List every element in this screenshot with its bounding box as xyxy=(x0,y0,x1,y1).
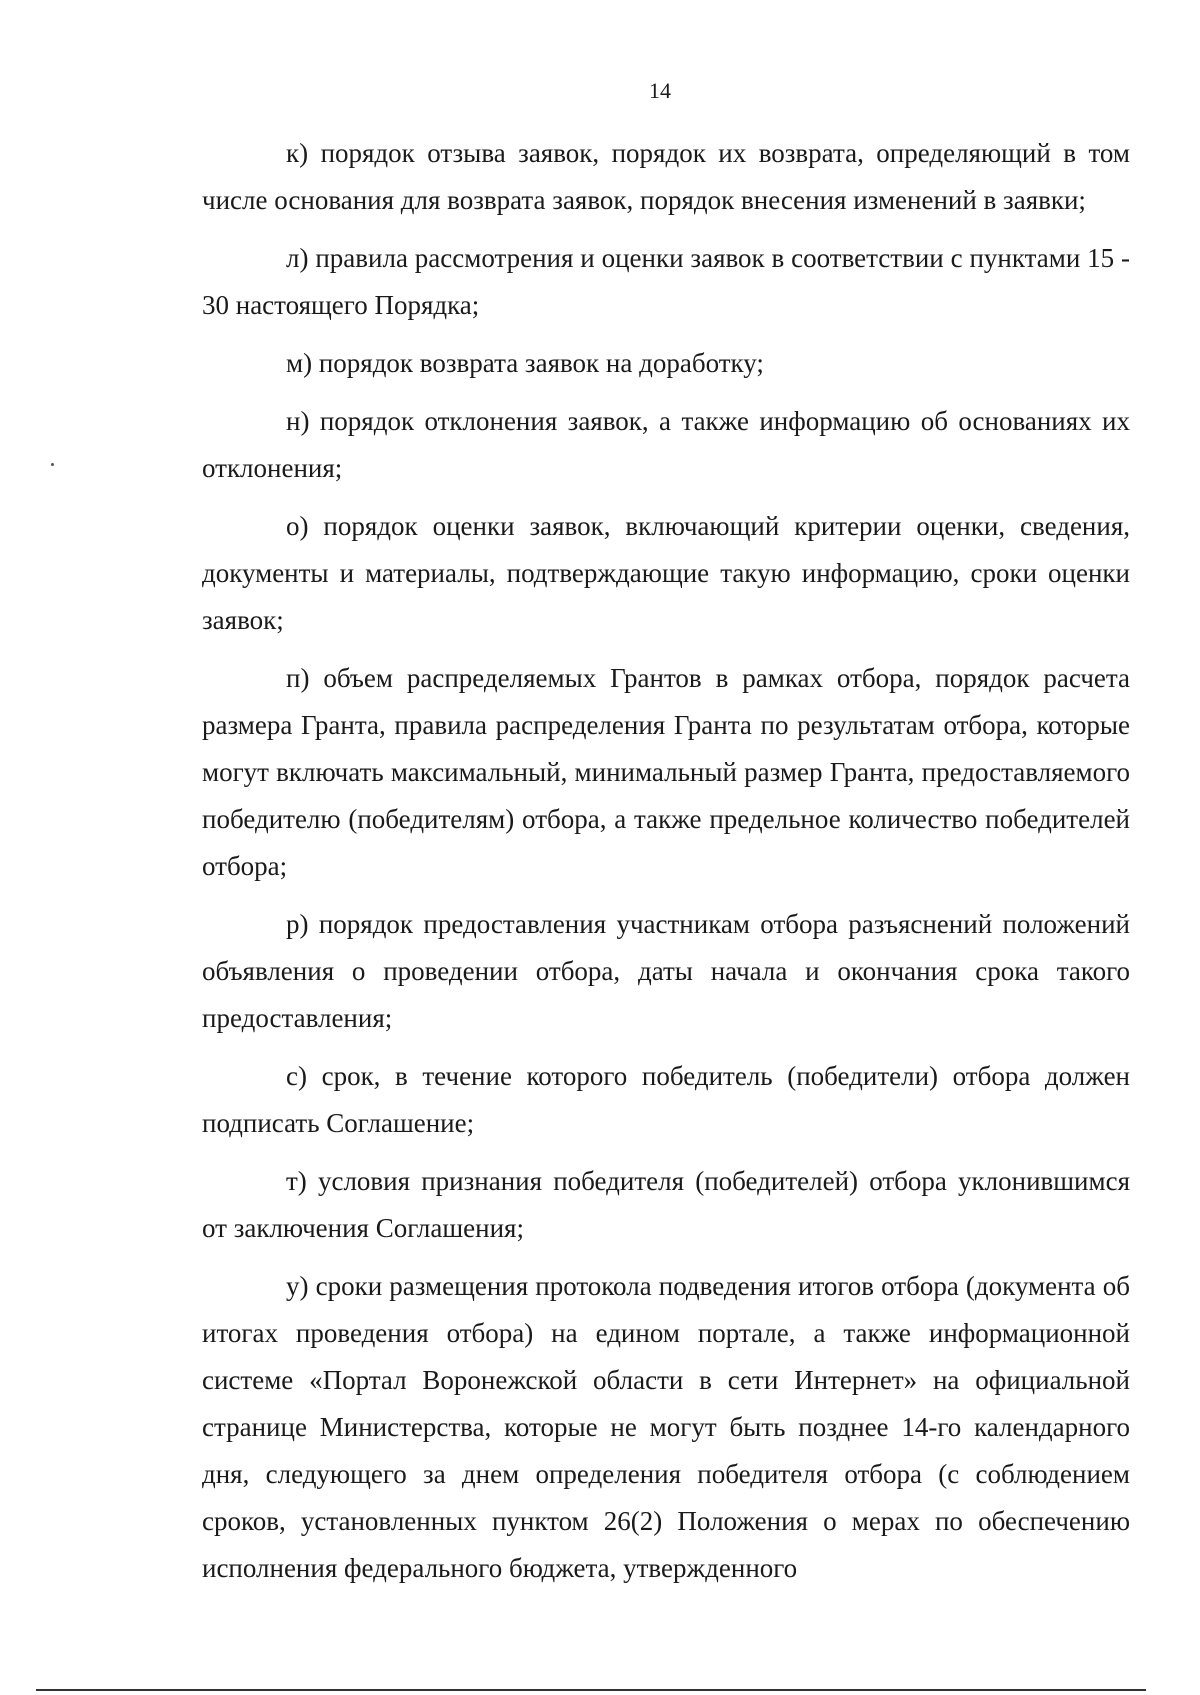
paragraph-t: т) условия признания победителя (победителей) отбора уклонившимся от заключения Соглашения; xyxy=(202,1166,1130,1243)
paragraph-n: н) порядок отклонения заявок, а также информацию об основаниях их отклонения; xyxy=(202,406,1130,483)
paragraph-l: л) правила рассмотрения и оценки заявок в соответствии с пунктами 15 - 30 настоящего Порядка; xyxy=(202,243,1130,320)
page-number: 14 xyxy=(649,78,671,103)
paragraph-r: р) порядок предоставления участникам отбора разъяснений положений объявления о проведении отбора, даты начала и окончания срока такого предоставления; xyxy=(202,909,1130,1033)
page-bottom-edge xyxy=(36,1689,1146,1691)
paragraph-o: о) порядок оценки заявок, включающий критерии оценки, сведения, документы и материалы, подтверждающие такую информацию, сроки оценки заявок; xyxy=(202,511,1130,635)
paragraph-u: у) сроки размещения протокола подведения итогов отбора (документа об итогах проведения отбора) на едином портале, а также информационной системе «Портал Воронежской области в сети Интернет» на официальной странице Министерства, которые не могут быть позднее 14-го календарного дня, следующего за днем определения победителя отбора (с соблюдением сроков, установленных пунктом 26(2) Положения о мерах по обеспечению исполнения федерального бюджета, утвержденного xyxy=(202,1271,1130,1583)
document-body xyxy=(202,130,1130,1603)
paragraph-k: к) порядок отзыва заявок, порядок их возврата, определяющий в том числе основания для возврата заявок, порядок внесения изменений в заявки; xyxy=(202,138,1130,215)
scan-speck xyxy=(51,463,54,466)
paragraph-s: с) срок, в течение которого победитель (победители) отбора должен подписать Соглашение; xyxy=(202,1061,1130,1138)
paragraph-p: п) объем распределяемых Грантов в рамках отбора, порядок расчета размера Гранта, правила распределения Гранта по результатам отбора, которые могут включать максимальный, минимальный размер Гранта, предоставляемого победителю (победителям) отбора, а также предельное количество победителей отбора; xyxy=(202,663,1130,881)
paragraph-m: м) порядок возврата заявок на доработку; xyxy=(286,348,764,378)
